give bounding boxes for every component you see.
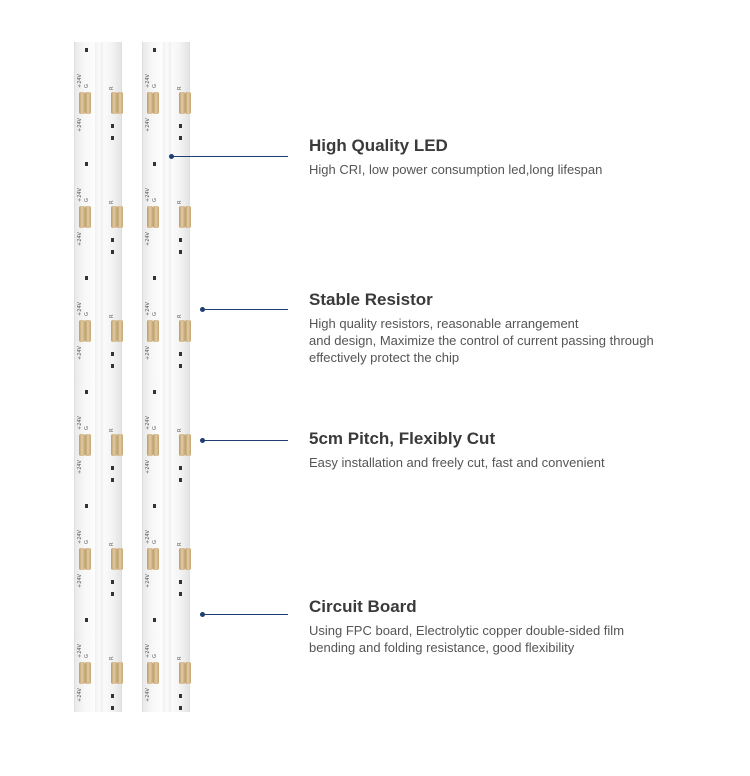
solder-pad — [153, 320, 159, 342]
strip-segment — [75, 160, 123, 276]
voltage-label: +24V — [77, 302, 83, 316]
callout-line-resistor — [203, 309, 288, 310]
resistor — [179, 250, 182, 254]
resistor — [179, 238, 182, 242]
callout-line-pitch — [203, 440, 288, 441]
feature-circuit-board — [309, 597, 729, 656]
feature-high-quality-led — [309, 136, 729, 178]
voltage-label: +24V — [145, 302, 151, 316]
voltage-label: +24V — [77, 688, 83, 702]
resistor — [111, 478, 114, 482]
solder-pad — [153, 206, 159, 228]
voltage-label: +24V — [145, 416, 151, 430]
voltage-label: +24V — [145, 530, 151, 544]
voltage-label: +24V — [77, 74, 83, 88]
solder-pad — [85, 548, 91, 570]
ground-label: G — [84, 84, 90, 88]
resistor — [179, 580, 182, 584]
feature-description: Easy installation and freely cut, fast and convenient — [309, 455, 605, 470]
resistor — [111, 694, 114, 698]
solder-pad — [117, 92, 123, 114]
feature-description: High CRI, low power consumption led,long lifespan — [309, 162, 603, 177]
resistor — [179, 352, 182, 356]
red-label: R — [177, 656, 183, 660]
voltage-label: +24V — [77, 188, 83, 202]
red-label: R — [177, 86, 183, 90]
led-strip-left — [74, 42, 122, 712]
feature-title: 5cm Pitch, Flexibly Cut — [309, 429, 496, 448]
resistor — [179, 478, 182, 482]
strip-segment — [75, 388, 123, 504]
led-chip — [153, 618, 156, 622]
resistor — [111, 250, 114, 254]
ground-label: G — [152, 654, 158, 658]
ground-label: G — [84, 540, 90, 544]
strip-segment — [143, 274, 191, 390]
feature-description: Using FPC board, Electrolytic copper double-sided film bending and folding resistance, good flexibility — [309, 623, 625, 655]
strip-segment — [143, 160, 191, 276]
voltage-label: +24V — [145, 460, 151, 474]
ground-label: G — [84, 426, 90, 430]
resistor — [179, 694, 182, 698]
resistor — [111, 136, 114, 140]
red-label: R — [177, 542, 183, 546]
resistor — [179, 466, 182, 470]
voltage-label: +24V — [77, 416, 83, 430]
voltage-label: +24V — [77, 232, 83, 246]
voltage-label: +24V — [145, 346, 151, 360]
resistor — [111, 238, 114, 242]
solder-pad — [117, 662, 123, 684]
strip-segment — [75, 502, 123, 618]
voltage-label: +24V — [77, 530, 83, 544]
solder-pad — [85, 92, 91, 114]
callout-line-board — [203, 614, 288, 615]
led-chip — [85, 504, 88, 508]
voltage-label: +24V — [77, 346, 83, 360]
voltage-label: +24V — [145, 688, 151, 702]
red-label: R — [109, 314, 115, 318]
solder-pad — [85, 662, 91, 684]
red-label: R — [109, 656, 115, 660]
feature-pitch-cut — [309, 429, 729, 471]
voltage-label: +24V — [145, 118, 151, 132]
solder-pad — [117, 548, 123, 570]
solder-pad — [185, 548, 191, 570]
red-label: R — [109, 428, 115, 432]
voltage-label: +24V — [145, 644, 151, 658]
ground-label: G — [152, 312, 158, 316]
strip-segment — [143, 502, 191, 618]
led-chip — [153, 276, 156, 280]
red-label: R — [109, 200, 115, 204]
ground-label: G — [84, 198, 90, 202]
ground-label: G — [152, 84, 158, 88]
led-strip-right — [142, 42, 190, 712]
voltage-label: +24V — [145, 232, 151, 246]
led-chip — [153, 504, 156, 508]
resistor — [179, 706, 182, 710]
feature-stable-resistor — [309, 290, 729, 366]
strip-segment — [75, 46, 123, 162]
strip-segment — [75, 616, 123, 732]
solder-pad — [85, 434, 91, 456]
solder-pad — [117, 320, 123, 342]
red-label: R — [109, 542, 115, 546]
led-chip — [85, 390, 88, 394]
voltage-label: +24V — [77, 644, 83, 658]
ground-label: G — [152, 426, 158, 430]
solder-pad — [153, 434, 159, 456]
voltage-label: +24V — [145, 188, 151, 202]
voltage-label: +24V — [145, 74, 151, 88]
feature-title: Stable Resistor — [309, 290, 433, 309]
solder-pad — [85, 206, 91, 228]
ground-label: G — [152, 540, 158, 544]
resistor — [179, 136, 182, 140]
led-chip — [153, 162, 156, 166]
callout-line-led — [172, 156, 288, 157]
red-label: R — [109, 86, 115, 90]
resistor — [179, 364, 182, 368]
voltage-label: +24V — [145, 574, 151, 588]
led-chip — [153, 48, 156, 52]
voltage-label: +24V — [77, 118, 83, 132]
solder-pad — [117, 206, 123, 228]
resistor — [111, 706, 114, 710]
feature-title: High Quality LED — [309, 136, 448, 155]
strip-segment — [75, 274, 123, 390]
strip-segment — [143, 388, 191, 504]
solder-pad — [153, 92, 159, 114]
led-chip — [85, 618, 88, 622]
resistor — [111, 364, 114, 368]
red-label: R — [177, 428, 183, 432]
resistor — [111, 592, 114, 596]
ground-label: G — [84, 654, 90, 658]
ground-label: G — [152, 198, 158, 202]
solder-pad — [153, 548, 159, 570]
led-chip — [85, 276, 88, 280]
resistor — [179, 592, 182, 596]
resistor — [111, 580, 114, 584]
solder-pad — [185, 662, 191, 684]
solder-pad — [185, 434, 191, 456]
resistor — [179, 124, 182, 128]
led-chip — [153, 390, 156, 394]
strip-segment — [143, 46, 191, 162]
led-chip — [85, 48, 88, 52]
resistor — [111, 352, 114, 356]
ground-label: G — [84, 312, 90, 316]
resistor — [111, 124, 114, 128]
feature-description: High quality resistors, reasonable arrangement and design, Maximize the control of current passing through effectively protect the chip — [309, 316, 654, 365]
red-label: R — [177, 200, 183, 204]
resistor — [111, 466, 114, 470]
feature-title: Circuit Board — [309, 597, 417, 616]
solder-pad — [185, 92, 191, 114]
strip-segment — [143, 616, 191, 732]
solder-pad — [153, 662, 159, 684]
voltage-label: +24V — [77, 460, 83, 474]
voltage-label: +24V — [77, 574, 83, 588]
solder-pad — [185, 206, 191, 228]
red-label: R — [177, 314, 183, 318]
led-chip — [85, 162, 88, 166]
solder-pad — [117, 434, 123, 456]
solder-pad — [85, 320, 91, 342]
solder-pad — [185, 320, 191, 342]
